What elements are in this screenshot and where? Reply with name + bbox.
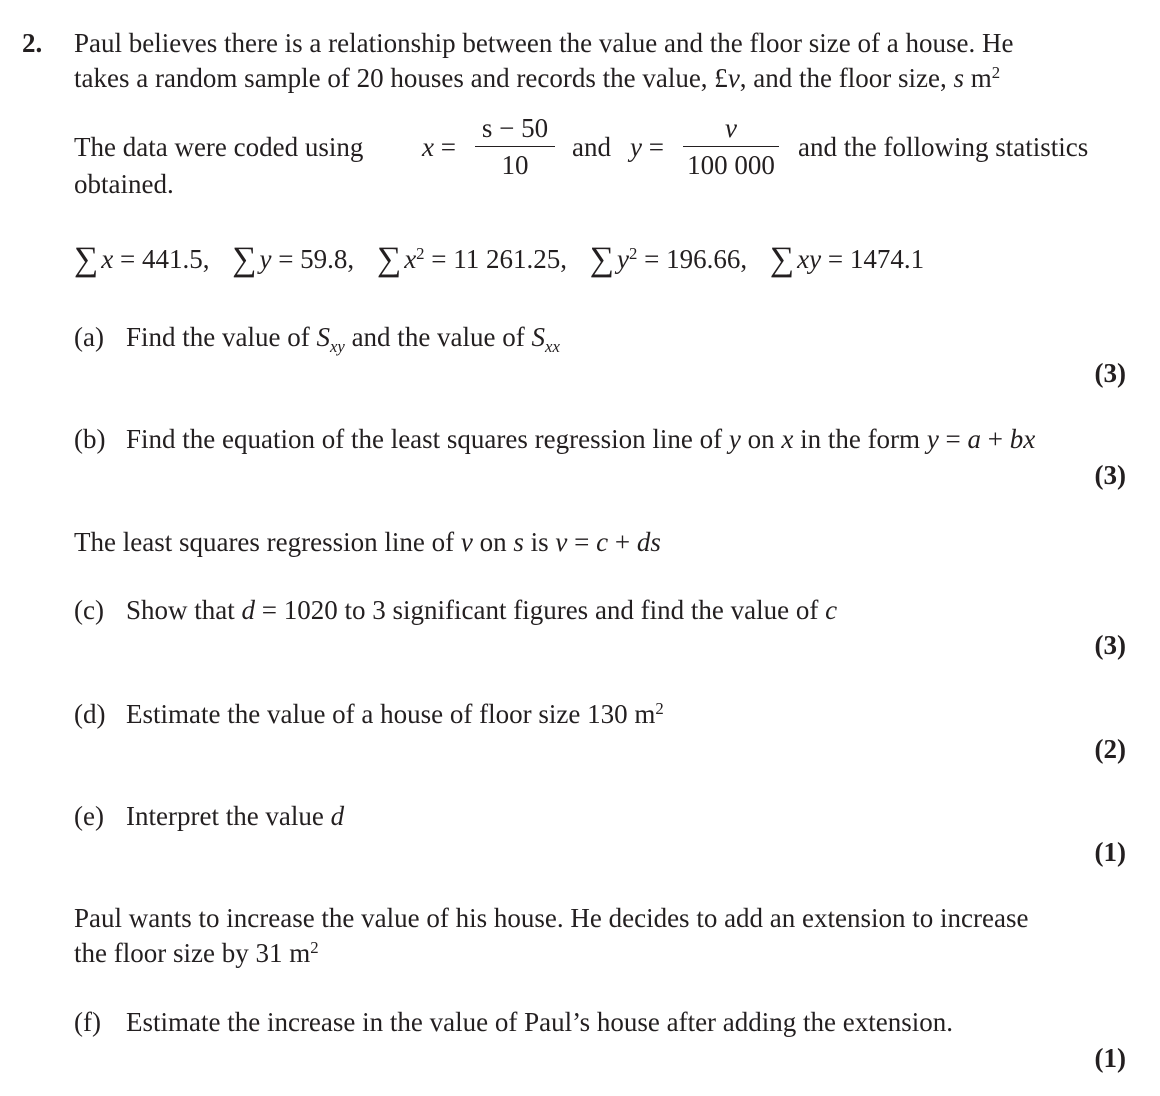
question-number: 2. [22,28,43,58]
part-text: Find the value of [126,322,317,352]
sum-value: = 441.5, [113,244,210,274]
var-ds: ds [636,527,661,557]
part-text: Find the equation of the least squares regression line of [126,424,729,454]
intro-text: , and the floor size, [739,63,954,93]
var-v: v [460,527,473,557]
equals-sign: = [648,132,664,162]
var-y: y [617,244,630,274]
exponent: 2 [991,62,1001,82]
part-text: on [740,424,782,454]
part-text: and the value of [344,322,532,352]
sigma-icon: ∑ [376,241,402,278]
part-text: Estimate the increase in the value of Paul’s house after adding the extension. [126,1007,953,1037]
part-text: in the form [793,424,927,454]
equals-sign: = [440,132,456,162]
var-v: v [555,527,568,557]
exponent: 2 [416,243,425,263]
marks-e: (1) [1094,837,1126,867]
coding-statement [74,112,1128,199]
marks-d: (2) [1094,734,1126,764]
var-x: x [101,244,114,274]
exponent: 2 [629,243,638,263]
part-text: Show that [126,595,242,625]
part-f [74,1005,953,1039]
marks-a: (3) [1094,358,1126,388]
var-c: c [825,595,838,625]
var-bx: bx [1009,424,1036,454]
var-x: x [781,424,794,454]
sigma-icon: ∑ [232,241,257,278]
var-a: a [967,424,982,454]
var-xy: xy [797,244,822,274]
part-text: Interpret the value [126,801,331,831]
sigma-icon: ∑ [769,241,795,278]
var-v: v [727,63,740,93]
exponent: 2 [310,937,319,957]
and-text: and [572,132,611,162]
part-label: (d) [74,699,106,729]
coding-post-text: and the following statistics [798,132,1089,162]
sigma-icon: ∑ [589,241,615,278]
var-y: y [728,424,741,454]
var-S: S [316,322,330,352]
fraction-bar [683,146,779,147]
part-text: Estimate the value of a house of floor size 130 m [126,699,656,729]
coding-x-equals [422,130,456,164]
part-c [74,593,837,627]
marks-c: (3) [1094,630,1126,660]
statement-text: The least squares regression line of [74,527,461,557]
var-d: d [241,595,256,625]
var-S: S [531,322,546,352]
subscript: xx [545,336,560,356]
part-e [74,799,344,833]
statement-text: on [472,527,514,557]
intro-line-1: Paul believes there is a relationship between the value and the floor size of a house. He [74,28,1014,58]
fraction-bar [475,146,555,147]
var-x: x [404,244,417,274]
coding-y-equals [630,130,664,164]
part-text: = 1020 to 3 significant figures and find the value of [255,595,826,625]
part-d [74,697,664,731]
plus-sign: + [608,527,637,557]
coding-pre-text: The data were coded using [74,132,364,162]
intro-text: takes a random sample of 20 houses and records the value, £ [74,63,728,93]
fraction-denominator: 10 [501,150,529,180]
var-y: y [259,244,272,274]
sum-value: = 59.8, [271,244,355,274]
part-label: (a) [74,322,104,352]
marks-f: (1) [1094,1043,1126,1073]
sum-value: = 196.66, [637,244,748,274]
equals-sign: = [567,527,597,557]
var-s: s [513,527,524,557]
intro-line-2 [74,61,1000,95]
part-label: (b) [74,424,106,454]
var-s: s [953,63,964,93]
fraction-numerator: v [725,113,737,143]
coding-post-text-2: obtained. [74,169,174,199]
summary-statistics [74,242,924,277]
fraction-numerator: s − 50 [481,113,549,143]
part-label: (e) [74,801,104,831]
statement-text: the floor size by 31 m [74,938,311,968]
unit: m [964,63,992,93]
var-x: x [422,132,434,162]
var-c: c [596,527,609,557]
marks-b: (3) [1094,460,1126,490]
part-label: (f) [74,1007,101,1037]
var-y: y [926,424,939,454]
var-y: y [630,132,642,162]
fraction-x [475,112,555,181]
var-d: d [330,801,345,831]
fraction-y [683,112,779,181]
equals-sign: = [938,424,968,454]
sum-value: = 1474.1 [821,244,925,274]
part-label: (c) [74,595,104,625]
part-a [74,320,560,354]
subscript: xy [329,336,345,356]
sum-value: = 11 261.25, [424,244,568,274]
part-b [74,422,1035,456]
regression-statement [74,525,661,559]
sigma-icon: ∑ [74,241,99,278]
fraction-denominator: 100 000 [687,150,775,180]
extension-line-1: Paul wants to increase the value of his house. He decides to add an extension to increase [74,903,1029,933]
extension-line-2 [74,936,319,970]
exponent: 2 [655,698,664,718]
plus-sign: + [981,424,1010,454]
statement-text: is [523,527,556,557]
